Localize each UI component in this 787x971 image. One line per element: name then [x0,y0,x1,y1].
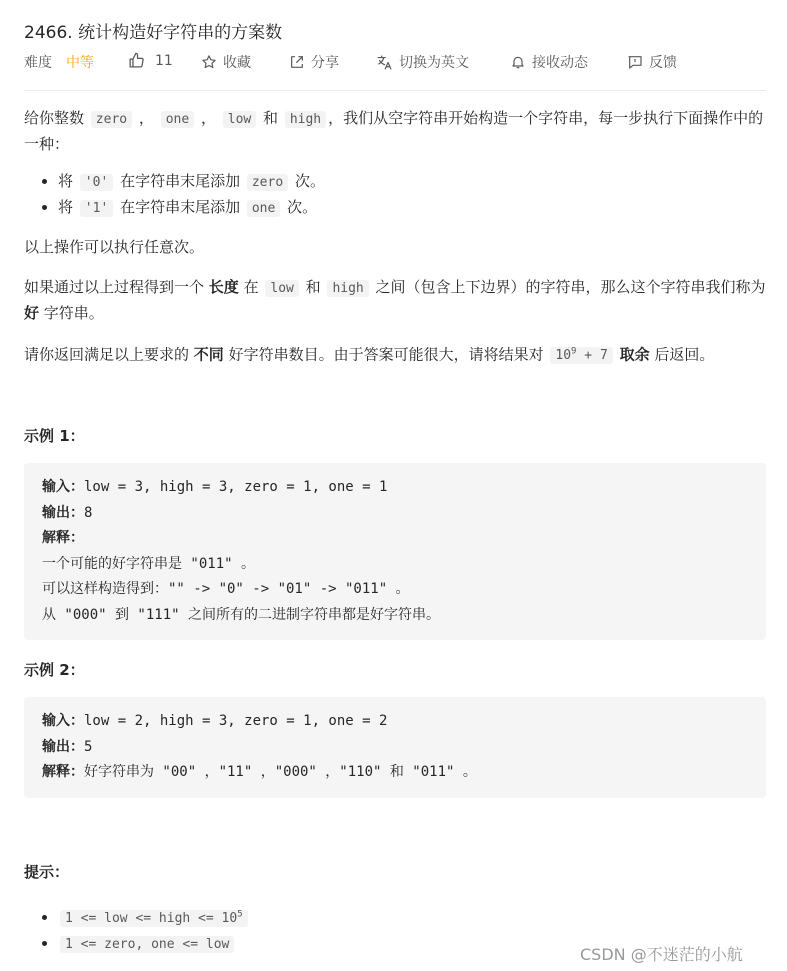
text: 之间（包含上下边界）的字符串，那么这个字符串我们称为 [375,278,766,296]
text: 给你整数 [24,109,85,127]
modulo-exponent: 9 [571,347,577,357]
modulo-rest: + 7 [584,348,608,364]
text: 在字符串末尾添加 [120,172,241,190]
like-count: 11 [155,52,173,69]
share-button[interactable] [289,52,339,72]
modulo-base: 10 [555,348,572,364]
difficulty-value: 中等 [66,55,94,71]
text: ，我们从空字符串开始构造一个字符串，每一步执行下面操作中的一种： [24,109,764,153]
example-1-title: 示例 1： [24,427,85,446]
text: 如果通过以上过程得到一个 [24,278,205,296]
input-value: low = 2, high = 3, zero = 1, one = 2 [84,713,388,730]
notify-label: 接收动态 [532,55,588,71]
list-item [58,195,766,221]
problem-meta-bar [24,52,766,74]
inline-code: high [327,280,368,297]
watermark: CSDN @不迷茫的小航 [580,945,743,964]
notify-button[interactable] [510,52,588,72]
input-label: 输入： [42,479,84,496]
text: 将 [58,172,74,190]
text: 后返回。 [654,345,715,364]
text: 次。 [294,172,325,190]
text: 次。 [287,198,318,216]
inline-code: low [265,280,298,297]
constraint-code [60,910,248,927]
example-2-title: 示例 2： [24,661,85,680]
modulo-code [550,347,612,364]
text: 在 [243,278,259,296]
explain-label: 解释： [42,764,84,781]
text: 和 [263,109,279,127]
output-value: 8 [84,504,93,521]
inline-code: zero [91,111,132,128]
text: 字符串。 [43,304,104,322]
constraint-code: 1 <= zero, one <= low [60,936,234,953]
feedback-label: 反馈 [649,55,677,71]
favorite-label: 收藏 [223,55,251,71]
operations-list [24,169,766,221]
inline-code: high [285,111,326,128]
constraint-exponent: 5 [237,909,243,920]
bold-text: 好 [24,304,40,322]
translate-button[interactable] [376,52,469,72]
list-item [58,903,766,931]
bell-icon [510,54,526,70]
text: 好字符串数目。由于答案可能很大，请将结果对 [228,345,544,364]
repeat-paragraph: 以上操作可以执行任意次。 [24,238,205,256]
difficulty [24,52,94,72]
explain-line: 可以这样构造得到："" -> "0" -> "01" -> "011" 。 [42,581,410,598]
input-label: 输入： [42,713,84,730]
output-label: 输出： [42,738,84,755]
output-label: 输出： [42,504,84,521]
constraint-text: 1 <= low <= high <= 10 [65,911,238,927]
problem-description [24,106,766,957]
inline-code: one [161,111,194,128]
header-divider [24,90,766,91]
translate-icon [376,54,393,71]
inline-code: zero [247,174,288,191]
thumbs-up-icon [128,52,145,69]
intro-paragraph [24,106,766,157]
list-item [58,169,766,195]
explain-line: 好字符串为 "00" ，"11" ，"000" ，"110" 和 "011" 。 [84,764,477,781]
text: 和 [305,278,321,296]
inline-code: '1' [80,200,113,217]
bold-text: 长度 [208,278,239,296]
example-2-block [24,697,766,798]
bold-text: 不同 [193,345,224,364]
inline-code: '0' [80,174,113,191]
text: 请你返回满足以上要求的 [24,345,190,364]
output-value: 5 [84,738,93,755]
explain-line: 从 "000" 到 "111" 之间所有的二进制字符串都是好字符串。 [42,606,441,623]
bold-text: 取余 [619,345,650,364]
difficulty-label: 难度 [24,55,52,71]
text: ， [138,109,154,127]
explain-line: 一个可能的好字符串是 "011" 。 [42,555,256,572]
return-paragraph [24,340,766,368]
text: ， [200,109,216,127]
text: 将 [58,198,74,216]
example-1-block [24,463,766,640]
page-title: 2466. 统计构造好字符串的方案数 [24,23,283,43]
constraints-title: 提示： [24,862,70,881]
favorite-button[interactable] [201,52,251,72]
text: 在字符串末尾添加 [120,198,241,216]
feedback-icon [627,54,643,70]
feedback-button[interactable] [627,52,677,72]
star-icon [201,54,217,70]
inline-code: one [247,200,280,217]
input-value: low = 3, high = 3, zero = 1, one = 1 [84,479,388,496]
good-string-paragraph [24,275,766,326]
like-button[interactable] [128,52,173,69]
translate-label: 切换为英文 [399,55,469,71]
share-label: 分享 [311,55,339,71]
inline-code: low [223,111,256,128]
explain-label: 解释： [42,530,84,547]
share-icon [289,54,305,70]
